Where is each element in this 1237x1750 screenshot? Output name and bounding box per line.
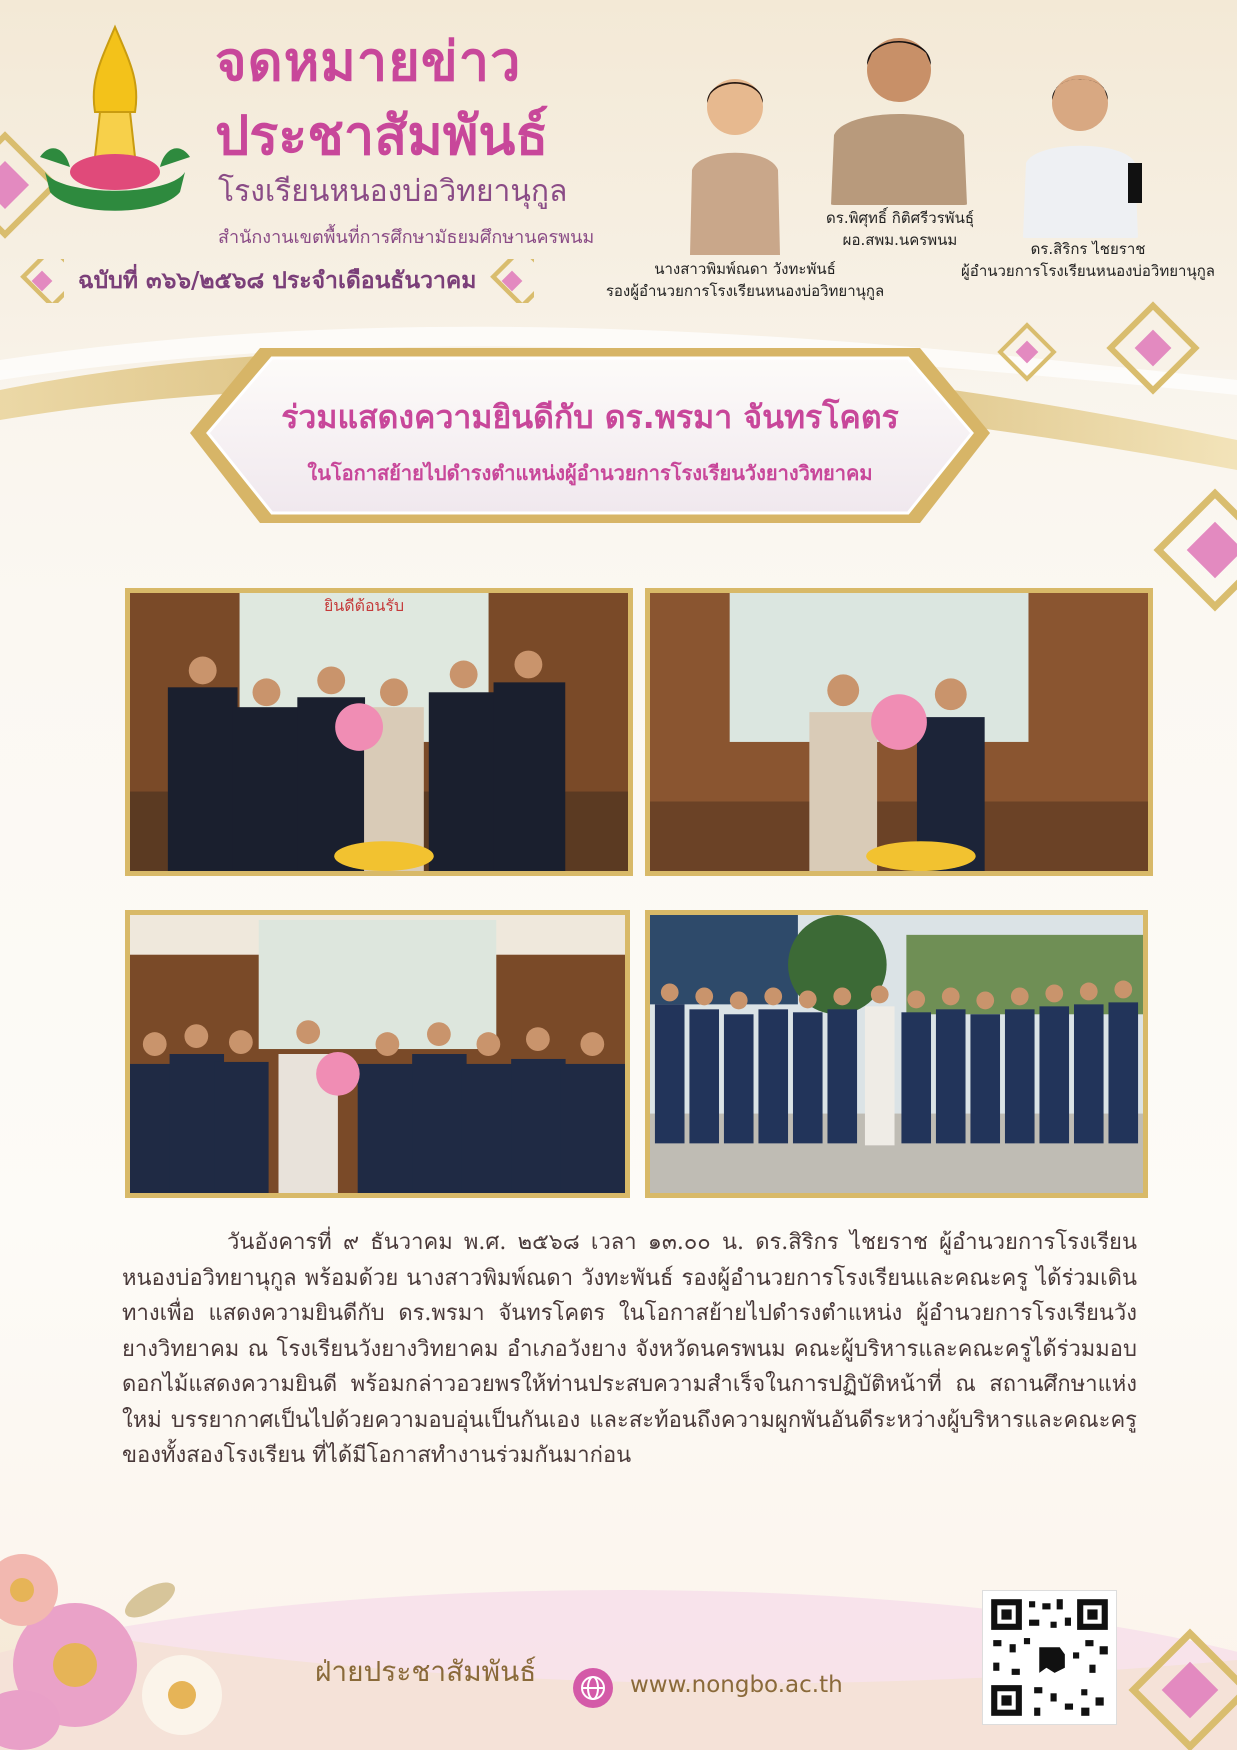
news-body-paragraph: วันอังคารที่ ๙ ธันวาคม พ.ศ. ๒๕๖๘ เวลา ๑๓.๐๐ น. ดร.สิริกร ไชยราช ผู้อำนวยการโรงเรียนหนองบ่อวิทยานุกูล พร้อมด้วย นางสาวพิมพ์ณดา วังทะพันธ์ รองผู้อำนวยการโรงเรียนและคณะครู ได้ร่วมเดินทางเพื่อ แสดงความยินดีกับ ดร.พรมา จันทรโคตร ในโอกาสย้ายไปดำรงตำแหน่ง ผู้อำนวยการโรงเรียนวังยางวิทยาคม ณ โรงเรียนวังยางวิทยาคม อำเภอวังยาง จังหวัดนครพนม คณะผู้บริหารและคณะครูได้ร่วมมอบดอกไม้แสดงความยินดี พร้อมกล่าวอวยพรให้ท่านประสบความสำเร็จในการปฏิบัติหน้าที่ ณ สถานศึกษาแห่งใหม่ บรรยากาศเป็นไปด้วยความอบอุ่นเป็นกันเอง และสะท้อนถึงความผูกพันอันดีระหว่างผู้บริหารและคณะครูของทั้งสองโรงเรียน ที่ได้มีโอกาสทำงานร่วมกันมาก่อน bbox=[122, 1230, 1137, 1468]
office-name: สำนักงานเขตพื้นที่การศึกษามัธยมศึกษานครพนม bbox=[218, 227, 595, 248]
headline-banner-frame bbox=[190, 348, 990, 538]
photo-banner-text: ยินดีต้อนรับ bbox=[324, 595, 405, 615]
issue-row bbox=[20, 256, 534, 306]
footer-department: ฝ่ายประชาสัมพันธ์ bbox=[315, 1655, 537, 1688]
event-photo-3 bbox=[125, 910, 630, 1198]
event-photo-1 bbox=[125, 588, 633, 876]
issue-number: ฉบับที่ ๓๖๖/๒๕๖๘ ประจำเดือนธันวาคม bbox=[78, 268, 477, 294]
portrait-area-director bbox=[826, 25, 972, 205]
person-name: นางสาวพิมพ์ณดา วังทะพันธ์ bbox=[654, 260, 836, 278]
qr-code-icon[interactable] bbox=[982, 1590, 1117, 1725]
globe-icon bbox=[573, 1668, 613, 1708]
portrait-school-director bbox=[1018, 58, 1143, 238]
headline-subtitle: ในโอกาสย้ายไปดำรงตำแหน่งผู้อำนวยการโรงเรียนวังยางวิทยาคม bbox=[307, 461, 873, 485]
headline-title: ร่วมแสดงความยินดีกับ ดร.พรมา จันทรโคตร bbox=[281, 398, 899, 436]
school-name: โรงเรียนหนองบ่อวิทยานุกูล bbox=[218, 174, 568, 209]
person-name: ดร.สิริกร ไชยราช bbox=[1030, 240, 1146, 258]
event-photo-4 bbox=[645, 910, 1148, 1198]
newsletter-title: จดหมายข่าว bbox=[215, 30, 522, 93]
person-position: รองผู้อำนวยการโรงเรียนหนองบ่อวิทยานุกูล bbox=[605, 282, 885, 300]
school-emblem-icon bbox=[40, 22, 190, 217]
person-position: ผู้อำนวยการโรงเรียนหนองบ่อวิทยานุกูล bbox=[961, 262, 1215, 280]
person-caption-1 bbox=[595, 258, 895, 302]
diamond-ornament-icon bbox=[20, 259, 64, 303]
diamond-ornament-icon bbox=[490, 259, 534, 303]
website-link[interactable]: www.nongbo.ac.th bbox=[630, 1672, 843, 1698]
person-name: ดร.พิศุทธิ์ กิติศรีวรพันธุ์ bbox=[826, 209, 974, 227]
newsletter-title-line2: ประชาสัมพันธ์ bbox=[215, 104, 549, 167]
person-caption-3 bbox=[948, 238, 1228, 282]
person-position: ผอ.สพม.นครพนม bbox=[842, 231, 958, 249]
event-photo-2 bbox=[645, 588, 1153, 876]
